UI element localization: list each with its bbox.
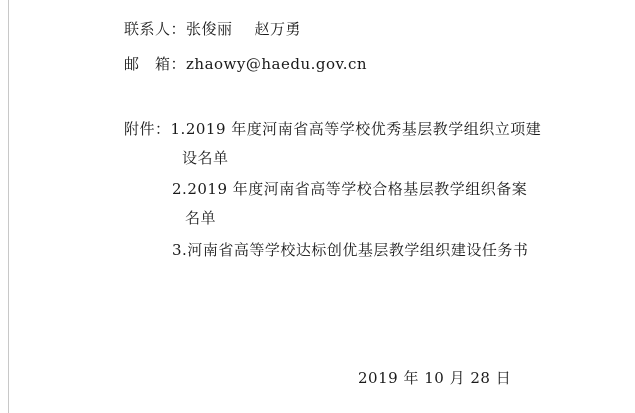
attachment-1-number: 1.	[170, 120, 186, 138]
contact-line	[124, 19, 301, 39]
contact-person-2: 赵万勇	[254, 20, 302, 38]
contact-label: 联系人：	[124, 20, 187, 38]
page-edge-line	[8, 0, 9, 413]
contact-person-1: 张俊丽	[186, 20, 233, 38]
email-line	[124, 54, 367, 74]
email-label: 邮 箱：	[124, 55, 187, 73]
attachment-2-number: 2.	[172, 180, 188, 198]
attachment-2-text: 2019 年度河南省高等学校合格基层教学组织备案	[187, 180, 528, 198]
attachment-1-continuation	[182, 148, 229, 168]
attachment-1-text-cont: 设名单	[182, 149, 229, 167]
attachments-label: 附件：	[124, 120, 171, 138]
email-address: zhaowy@haedu.gov.cn	[186, 55, 368, 73]
document-date: 2019 年 10 月 28 日	[358, 369, 512, 387]
attachment-3-line	[172, 240, 528, 260]
attachment-1-text: 2019 年度河南省高等学校优秀基层教学组织立项建	[185, 120, 542, 138]
attachment-2-text-cont: 名单	[185, 209, 217, 227]
attachment-2-continuation	[185, 208, 216, 228]
attachment-2-line	[172, 179, 527, 199]
attachment-1-line	[124, 119, 541, 139]
attachment-3-text: 河南省高等学校达标创优基层教学组织建设任务书	[187, 241, 529, 259]
attachment-3-number: 3.	[172, 241, 188, 259]
